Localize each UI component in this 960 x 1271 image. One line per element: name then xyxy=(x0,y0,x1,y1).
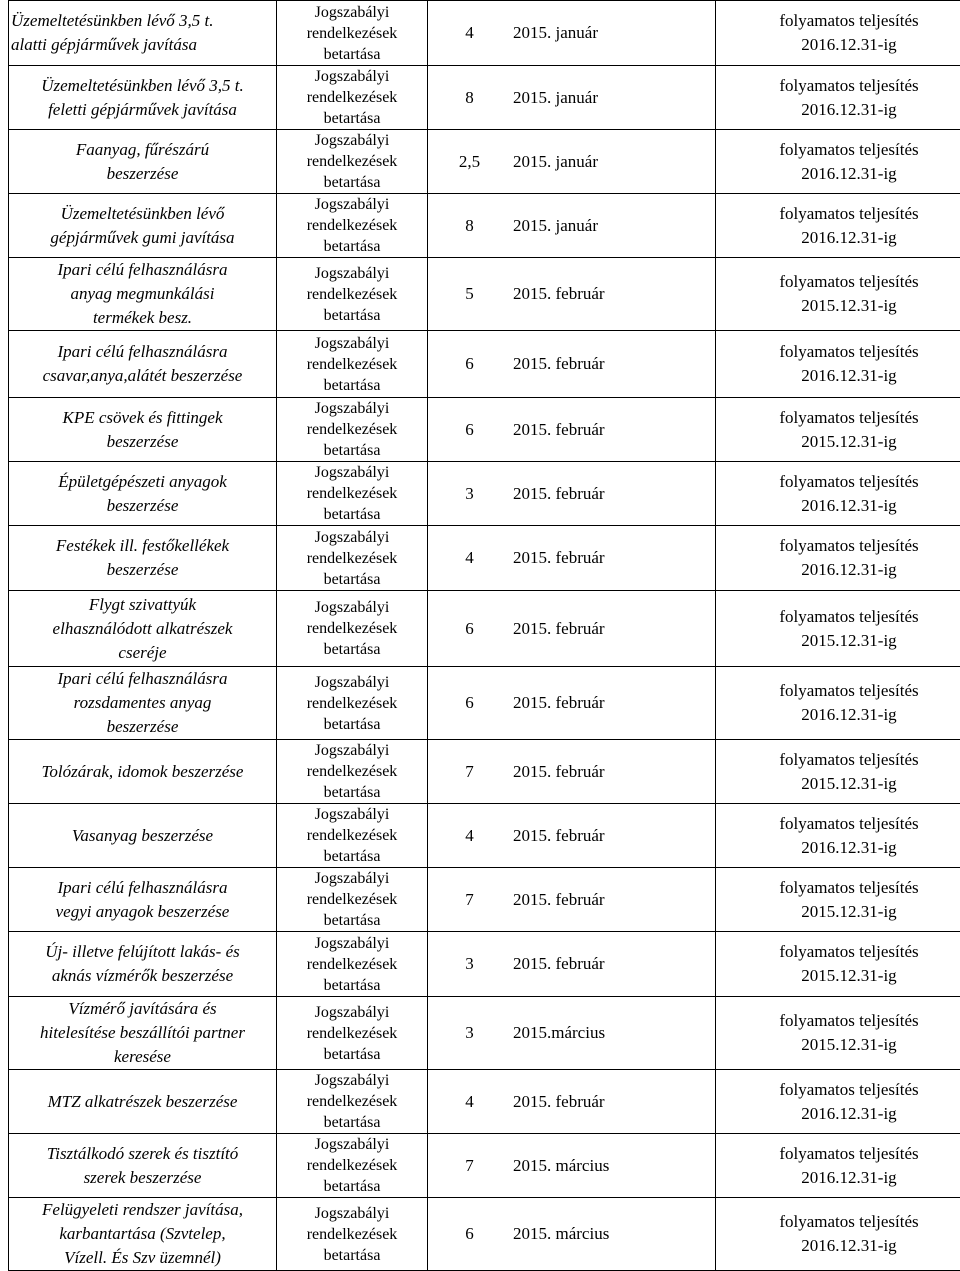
legal-basis-line: Jogszabályi xyxy=(279,66,425,87)
procurement-description xyxy=(9,462,277,526)
procurement-description xyxy=(9,997,277,1070)
legal-basis xyxy=(277,1134,428,1198)
start-date: 2015. február xyxy=(511,462,716,526)
quantity-value: 6 xyxy=(428,398,512,462)
legal-basis-line: Jogszabályi xyxy=(279,194,425,215)
deadline-line: folyamatos teljesítés xyxy=(718,748,960,772)
quantity-value: 7 xyxy=(428,1134,512,1198)
legal-basis-line: betartása xyxy=(279,440,425,461)
legal-basis-line: betartása xyxy=(279,714,425,735)
description-line: beszerzése xyxy=(11,162,274,186)
completion-deadline xyxy=(716,258,960,331)
procurement-table xyxy=(8,0,960,1271)
deadline-line: folyamatos teljesítés xyxy=(718,1210,960,1234)
legal-basis-line: rendelkezések xyxy=(279,151,425,172)
legal-basis-line: rendelkezések xyxy=(279,1155,425,1176)
legal-basis-line: Jogszabályi xyxy=(279,1070,425,1091)
legal-basis-line: betartása xyxy=(279,846,425,867)
deadline-line: 2016.12.31-ig xyxy=(718,364,960,388)
description-line: Üzemeltetésünkben lévő xyxy=(11,202,274,226)
deadline-line: folyamatos teljesítés xyxy=(718,1009,960,1033)
completion-deadline xyxy=(716,997,960,1070)
legal-basis-line: betartása xyxy=(279,172,425,193)
description-line: karbantartása (Szvtelep, xyxy=(11,1222,274,1246)
completion-deadline xyxy=(716,1,960,66)
description-line: anyag megmunkálási xyxy=(11,282,274,306)
deadline-line: 2015.12.31-ig xyxy=(718,629,960,653)
quantity-value: 3 xyxy=(428,997,512,1070)
legal-basis-line: betartása xyxy=(279,375,425,396)
legal-basis-line: Jogszabályi xyxy=(279,398,425,419)
description-line: Ipari célú felhasználásra xyxy=(11,340,274,364)
legal-basis-line: betartása xyxy=(279,569,425,590)
legal-basis-line: rendelkezések xyxy=(279,419,425,440)
deadline-line: folyamatos teljesítés xyxy=(718,679,960,703)
start-date: 2015. március xyxy=(511,1134,716,1198)
legal-basis-line: rendelkezések xyxy=(279,1224,425,1245)
deadline-line: folyamatos teljesítés xyxy=(718,270,960,294)
deadline-line: 2016.12.31-ig xyxy=(718,1166,960,1190)
description-line: aknás vízmérők beszerzése xyxy=(11,964,274,988)
deadline-line: folyamatos teljesítés xyxy=(718,202,960,226)
description-line: vegyi anyagok beszerzése xyxy=(11,900,274,924)
legal-basis xyxy=(277,667,428,740)
start-date: 2015. február xyxy=(511,591,716,667)
legal-basis-line: Jogszabályi xyxy=(279,672,425,693)
start-date: 2015. január xyxy=(511,194,716,258)
legal-basis-line: Jogszabályi xyxy=(279,462,425,483)
legal-basis-line: Jogszabályi xyxy=(279,597,425,618)
table-row xyxy=(9,194,960,258)
deadline-line: folyamatos teljesítés xyxy=(718,534,960,558)
deadline-line: folyamatos teljesítés xyxy=(718,605,960,629)
table-row xyxy=(9,258,960,331)
description-line: csavar,anya,alátét beszerzése xyxy=(11,364,274,388)
quantity-value: 3 xyxy=(428,932,512,997)
deadline-line: folyamatos teljesítés xyxy=(718,1078,960,1102)
start-date: 2015. február xyxy=(511,740,716,804)
start-date: 2015. február xyxy=(511,1070,716,1134)
legal-basis xyxy=(277,194,428,258)
start-date: 2015.március xyxy=(511,997,716,1070)
deadline-line: folyamatos teljesítés xyxy=(718,9,960,33)
start-date: 2015. február xyxy=(511,667,716,740)
description-line: beszerzése xyxy=(11,558,274,582)
legal-basis-line: betartása xyxy=(279,236,425,257)
table-row xyxy=(9,1,960,66)
legal-basis-line: betartása xyxy=(279,782,425,803)
start-date: 2015. január xyxy=(511,130,716,194)
legal-basis xyxy=(277,1198,428,1271)
deadline-line: folyamatos teljesítés xyxy=(718,74,960,98)
legal-basis xyxy=(277,1070,428,1134)
description-line: Üzemeltetésünkben lévő 3,5 t. xyxy=(11,74,274,98)
description-line: Festékek ill. festőkellékek xyxy=(11,534,274,558)
legal-basis xyxy=(277,331,428,398)
description-line: beszerzése xyxy=(11,430,274,454)
procurement-description xyxy=(9,740,277,804)
completion-deadline xyxy=(716,130,960,194)
description-line: KPE csövek és fittingek xyxy=(11,406,274,430)
legal-basis xyxy=(277,868,428,932)
table-row xyxy=(9,331,960,398)
procurement-description xyxy=(9,932,277,997)
start-date: 2015. március xyxy=(511,1198,716,1271)
legal-basis-line: Jogszabályi xyxy=(279,1134,425,1155)
procurement-description xyxy=(9,1134,277,1198)
legal-basis-line: rendelkezések xyxy=(279,87,425,108)
table-row xyxy=(9,591,960,667)
legal-basis-line: rendelkezések xyxy=(279,284,425,305)
start-date: 2015. február xyxy=(511,804,716,868)
legal-basis-line: Jogszabályi xyxy=(279,1203,425,1224)
start-date: 2015. február xyxy=(511,258,716,331)
legal-basis-line: betartása xyxy=(279,1176,425,1197)
legal-basis-line: rendelkezések xyxy=(279,215,425,236)
quantity-value: 4 xyxy=(428,804,512,868)
legal-basis-line: rendelkezések xyxy=(279,825,425,846)
description-line: cseréje xyxy=(11,641,274,665)
start-date: 2015. január xyxy=(511,66,716,130)
quantity-value: 4 xyxy=(428,526,512,591)
deadline-line: 2016.12.31-ig xyxy=(718,836,960,860)
quantity-value: 2,5 xyxy=(428,130,512,194)
legal-basis-line: rendelkezések xyxy=(279,889,425,910)
quantity-value: 3 xyxy=(428,462,512,526)
procurement-description xyxy=(9,868,277,932)
deadline-line: folyamatos teljesítés xyxy=(718,876,960,900)
completion-deadline xyxy=(716,591,960,667)
deadline-line: 2016.12.31-ig xyxy=(718,1234,960,1258)
table-body xyxy=(9,1,960,1271)
deadline-line: folyamatos teljesítés xyxy=(718,470,960,494)
description-line: rozsdamentes anyag xyxy=(11,691,274,715)
legal-basis xyxy=(277,740,428,804)
legal-basis-line: rendelkezések xyxy=(279,618,425,639)
deadline-line: 2016.12.31-ig xyxy=(718,98,960,122)
table-row xyxy=(9,1070,960,1134)
legal-basis xyxy=(277,997,428,1070)
deadline-line: 2016.12.31-ig xyxy=(718,162,960,186)
procurement-description xyxy=(9,526,277,591)
table-row xyxy=(9,932,960,997)
start-date: 2015. február xyxy=(511,398,716,462)
completion-deadline xyxy=(716,932,960,997)
quantity-value: 7 xyxy=(428,868,512,932)
table-row xyxy=(9,526,960,591)
completion-deadline xyxy=(716,462,960,526)
table-row xyxy=(9,804,960,868)
start-date: 2015. február xyxy=(511,868,716,932)
deadline-line: 2016.12.31-ig xyxy=(718,558,960,582)
legal-basis-line: Jogszabályi xyxy=(279,527,425,548)
table-row xyxy=(9,462,960,526)
legal-basis xyxy=(277,526,428,591)
deadline-line: folyamatos teljesítés xyxy=(718,340,960,364)
completion-deadline xyxy=(716,194,960,258)
deadline-line: 2015.12.31-ig xyxy=(718,294,960,318)
description-line: Tisztálkodó szerek és tisztító xyxy=(11,1142,274,1166)
table-row xyxy=(9,667,960,740)
table-row xyxy=(9,1198,960,1271)
deadline-line: folyamatos teljesítés xyxy=(718,406,960,430)
description-line: szerek beszerzése xyxy=(11,1166,274,1190)
legal-basis-line: rendelkezések xyxy=(279,1091,425,1112)
procurement-description xyxy=(9,1,277,66)
description-line: Ipari célú felhasználásra xyxy=(11,667,274,691)
table-row xyxy=(9,997,960,1070)
description-line: alatti gépjárművek javítása xyxy=(11,33,274,57)
start-date: 2015. január xyxy=(511,1,716,66)
procurement-description xyxy=(9,1198,277,1271)
description-line: Üzemeltetésünkben lévő 3,5 t. xyxy=(11,9,274,33)
completion-deadline xyxy=(716,1070,960,1134)
deadline-line: folyamatos teljesítés xyxy=(718,940,960,964)
procurement-description xyxy=(9,398,277,462)
table-row xyxy=(9,130,960,194)
procurement-description xyxy=(9,1070,277,1134)
procurement-description xyxy=(9,591,277,667)
description-line: Tolózárak, idomok beszerzése xyxy=(11,760,274,784)
procurement-description xyxy=(9,804,277,868)
deadline-line: 2016.12.31-ig xyxy=(718,226,960,250)
description-line: Vízell. És Szv üzemnél) xyxy=(11,1246,274,1270)
procurement-description xyxy=(9,331,277,398)
completion-deadline xyxy=(716,66,960,130)
start-date: 2015. február xyxy=(511,526,716,591)
legal-basis-line: betartása xyxy=(279,910,425,931)
description-line: feletti gépjárművek javítása xyxy=(11,98,274,122)
description-line: Épületgépészeti anyagok xyxy=(11,470,274,494)
quantity-value: 8 xyxy=(428,194,512,258)
completion-deadline xyxy=(716,331,960,398)
legal-basis-line: rendelkezések xyxy=(279,483,425,504)
description-line: Faanyag, fűrészárú xyxy=(11,138,274,162)
table-row xyxy=(9,398,960,462)
legal-basis-line: Jogszabályi xyxy=(279,740,425,761)
description-line: MTZ alkatrészek beszerzése xyxy=(11,1090,274,1114)
procurement-description xyxy=(9,66,277,130)
legal-basis-line: rendelkezések xyxy=(279,954,425,975)
deadline-line: 2016.12.31-ig xyxy=(718,33,960,57)
table-row xyxy=(9,66,960,130)
table-row xyxy=(9,740,960,804)
legal-basis xyxy=(277,932,428,997)
description-line: keresése xyxy=(11,1045,274,1069)
description-line: Ipari célú felhasználásra xyxy=(11,876,274,900)
completion-deadline xyxy=(716,1198,960,1271)
description-line: hitelesítése beszállítói partner xyxy=(11,1021,274,1045)
completion-deadline xyxy=(716,1134,960,1198)
quantity-value: 4 xyxy=(428,1,512,66)
legal-basis-line: rendelkezések xyxy=(279,761,425,782)
legal-basis-line: betartása xyxy=(279,1112,425,1133)
completion-deadline xyxy=(716,667,960,740)
deadline-line: 2015.12.31-ig xyxy=(718,430,960,454)
description-line: gépjárművek gumi javítása xyxy=(11,226,274,250)
legal-basis-line: Jogszabályi xyxy=(279,2,425,23)
legal-basis xyxy=(277,398,428,462)
description-line: termékek besz. xyxy=(11,306,274,330)
legal-basis xyxy=(277,66,428,130)
legal-basis-line: Jogszabályi xyxy=(279,130,425,151)
legal-basis-line: betartása xyxy=(279,1044,425,1065)
completion-deadline xyxy=(716,804,960,868)
legal-basis-line: Jogszabályi xyxy=(279,263,425,284)
quantity-value: 5 xyxy=(428,258,512,331)
description-line: beszerzése xyxy=(11,715,274,739)
legal-basis-line: betartása xyxy=(279,504,425,525)
procurement-description xyxy=(9,130,277,194)
deadline-line: folyamatos teljesítés xyxy=(718,812,960,836)
procurement-description xyxy=(9,667,277,740)
quantity-value: 7 xyxy=(428,740,512,804)
completion-deadline xyxy=(716,398,960,462)
legal-basis-line: Jogszabályi xyxy=(279,1002,425,1023)
quantity-value: 4 xyxy=(428,1070,512,1134)
description-line: Ipari célú felhasználásra xyxy=(11,258,274,282)
start-date: 2015. február xyxy=(511,932,716,997)
deadline-line: 2016.12.31-ig xyxy=(718,1102,960,1126)
completion-deadline xyxy=(716,868,960,932)
quantity-value: 6 xyxy=(428,331,512,398)
legal-basis-line: betartása xyxy=(279,305,425,326)
description-line: elhasználódott alkatrészek xyxy=(11,617,274,641)
legal-basis-line: Jogszabályi xyxy=(279,333,425,354)
legal-basis-line: Jogszabályi xyxy=(279,868,425,889)
deadline-line: 2015.12.31-ig xyxy=(718,772,960,796)
deadline-line: 2015.12.31-ig xyxy=(718,900,960,924)
description-line: Flygt szivattyúk xyxy=(11,593,274,617)
legal-basis-line: rendelkezések xyxy=(279,1023,425,1044)
legal-basis xyxy=(277,462,428,526)
legal-basis-line: betartása xyxy=(279,639,425,660)
quantity-value: 6 xyxy=(428,667,512,740)
legal-basis-line: rendelkezések xyxy=(279,354,425,375)
deadline-line: 2016.12.31-ig xyxy=(718,494,960,518)
legal-basis-line: rendelkezések xyxy=(279,23,425,44)
quantity-value: 8 xyxy=(428,66,512,130)
legal-basis-line: rendelkezések xyxy=(279,693,425,714)
start-date: 2015. február xyxy=(511,331,716,398)
description-line: Vasanyag beszerzése xyxy=(11,824,274,848)
description-line: beszerzése xyxy=(11,494,274,518)
legal-basis-line: Jogszabályi xyxy=(279,804,425,825)
deadline-line: 2015.12.31-ig xyxy=(718,964,960,988)
legal-basis-line: betartása xyxy=(279,1245,425,1266)
deadline-line: 2016.12.31-ig xyxy=(718,703,960,727)
completion-deadline xyxy=(716,740,960,804)
table-row xyxy=(9,1134,960,1198)
procurement-description xyxy=(9,258,277,331)
table-row xyxy=(9,868,960,932)
description-line: Felügyeleti rendszer javítása, xyxy=(11,1198,274,1222)
legal-basis-line: betartása xyxy=(279,108,425,129)
quantity-value: 6 xyxy=(428,1198,512,1271)
legal-basis xyxy=(277,591,428,667)
legal-basis xyxy=(277,258,428,331)
legal-basis-line: betartása xyxy=(279,975,425,996)
legal-basis-line: Jogszabályi xyxy=(279,933,425,954)
deadline-line: 2015.12.31-ig xyxy=(718,1033,960,1057)
deadline-line: folyamatos teljesítés xyxy=(718,1142,960,1166)
completion-deadline xyxy=(716,526,960,591)
description-line: Új- illetve felújított lakás- és xyxy=(11,940,274,964)
legal-basis-line: betartása xyxy=(279,44,425,65)
legal-basis-line: rendelkezések xyxy=(279,548,425,569)
legal-basis xyxy=(277,1,428,66)
description-line: Vízmérő javítására és xyxy=(11,997,274,1021)
legal-basis xyxy=(277,804,428,868)
procurement-description xyxy=(9,194,277,258)
quantity-value: 6 xyxy=(428,591,512,667)
legal-basis xyxy=(277,130,428,194)
deadline-line: folyamatos teljesítés xyxy=(718,138,960,162)
